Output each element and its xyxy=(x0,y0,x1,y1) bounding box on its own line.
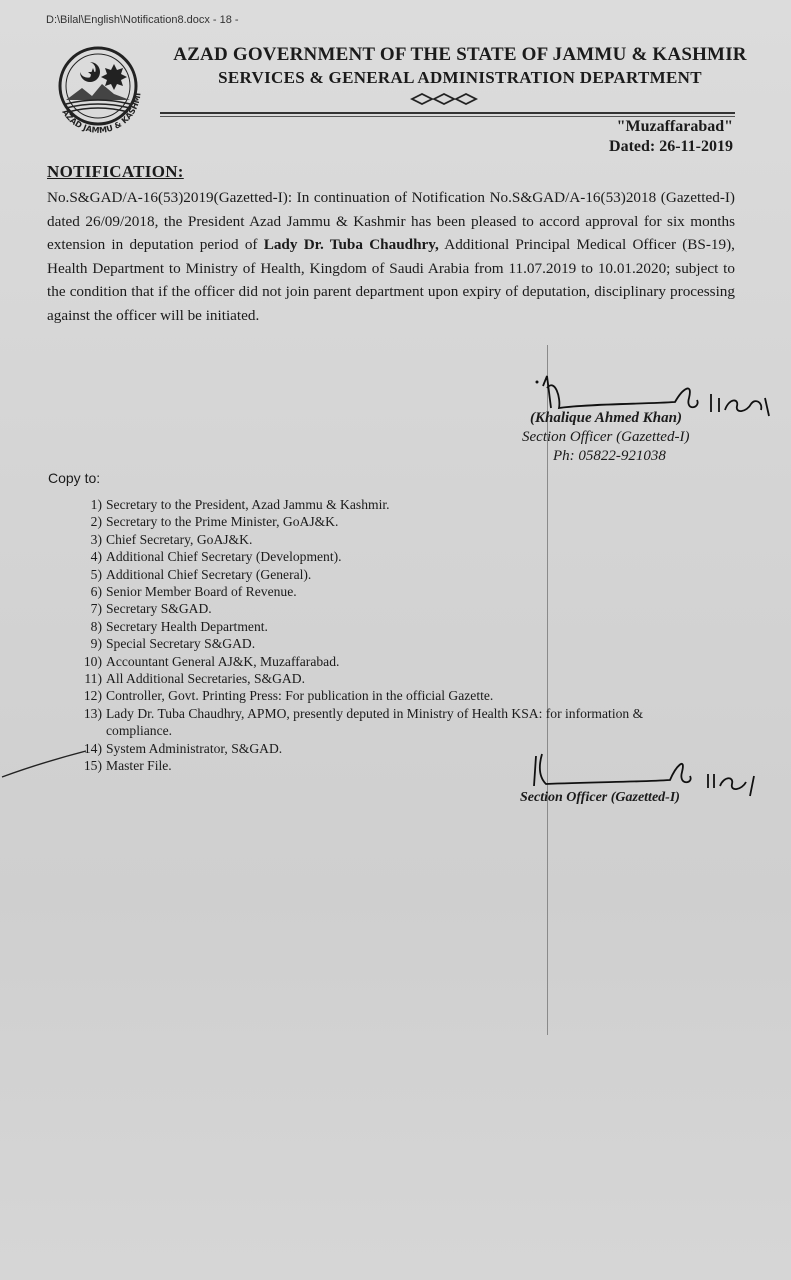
second-signatory-title: Section Officer (Gazetted-I) xyxy=(520,790,680,805)
file-path-label: D:\Bilal\English\Notification8.docx - 18 - xyxy=(46,14,239,26)
body-text-part2: Additional Principal Medical Officer (BS-19), Health Department to Ministry of Health, Kingdom of Saudi Arabia from 11.07.2019 to 10.01.2020; subject to the condition that if the officer did not join parent department upon expiry of deputation, disciplinary processing against the officer will be initiated. xyxy=(47,236,735,324)
list-item: 3) Chief Secretary, GoAJ&K. xyxy=(90,531,253,547)
list-item: 8) Secretary Health Department. xyxy=(90,618,268,634)
government-seal-icon xyxy=(48,44,148,144)
pen-mark-line-icon xyxy=(0,745,90,785)
ornament-divider-icon xyxy=(410,92,480,106)
notification-body xyxy=(47,186,735,328)
header-department-title: SERVICES & GENERAL ADMINISTRATION DEPARTMENT xyxy=(218,68,702,87)
body-text-part1: No.S&GAD/A-16(53)2019(Gazetted-I): In continuation of Notification No.S&GAD/A-16(53)2018 (Gazetted-I) dated 26/09/2018, the President Azad Jammu & Kashmir has been pleased to accord approval for six months extension in deputation period of xyxy=(47,189,735,254)
header-rule-thin xyxy=(160,116,735,117)
signatory-phone: Ph: 05822-921038 xyxy=(553,448,666,464)
list-item: 15) Master File. xyxy=(83,758,172,774)
list-item: 14) System Administrator, S&GAD. xyxy=(83,740,283,756)
seal-ring-text: AZAD JAMMU & KASHMIR xyxy=(60,92,143,135)
place-label: "Muzaffarabad" xyxy=(616,118,733,135)
header-government-title: AZAD GOVERNMENT OF THE STATE OF JAMMU & KASHMIR xyxy=(173,44,747,65)
list-item: 13) Lady Dr. Tuba Chaudhry, APMO, presently deputed in Ministry of Health KSA: for information & compliance. xyxy=(83,705,644,739)
list-item: 2) Secretary to the Prime Minister, GoAJ&K. xyxy=(90,514,339,530)
signatory-title: Section Officer (Gazetted-I) xyxy=(522,429,690,445)
list-item: 7) Secretary S&GAD. xyxy=(90,601,212,617)
list-item: 4) Additional Chief Secretary (Development). xyxy=(90,549,342,565)
header-rule xyxy=(160,112,735,114)
date-label: Dated: 26-11-2019 xyxy=(609,138,733,155)
list-item: 1) Secretary to the President, Azad Jammu & Kashmir. xyxy=(90,497,390,512)
copy-to-list xyxy=(62,496,643,775)
list-item: 10) Accountant General AJ&K, Muzaffarabad. xyxy=(83,653,340,669)
list-item: 11) All Additional Secretaries, S&GAD. xyxy=(84,671,305,687)
list-item: 6) Senior Member Board of Revenue. xyxy=(90,584,297,600)
officer-name-bold: Lady Dr. Tuba Chaudhry, xyxy=(263,236,439,254)
notification-heading: NOTIFICATION: xyxy=(47,162,184,181)
list-item: 9) Special Secretary S&GAD. xyxy=(90,636,256,652)
list-item: 12) Controller, Govt. Printing Press: For publication in the official Gazette. xyxy=(83,688,494,704)
list-item: 5) Additional Chief Secretary (General). xyxy=(90,566,312,582)
copy-to-label: Copy to: xyxy=(48,470,101,486)
signatory-name: (Khalique Ahmed Khan) xyxy=(530,410,682,426)
